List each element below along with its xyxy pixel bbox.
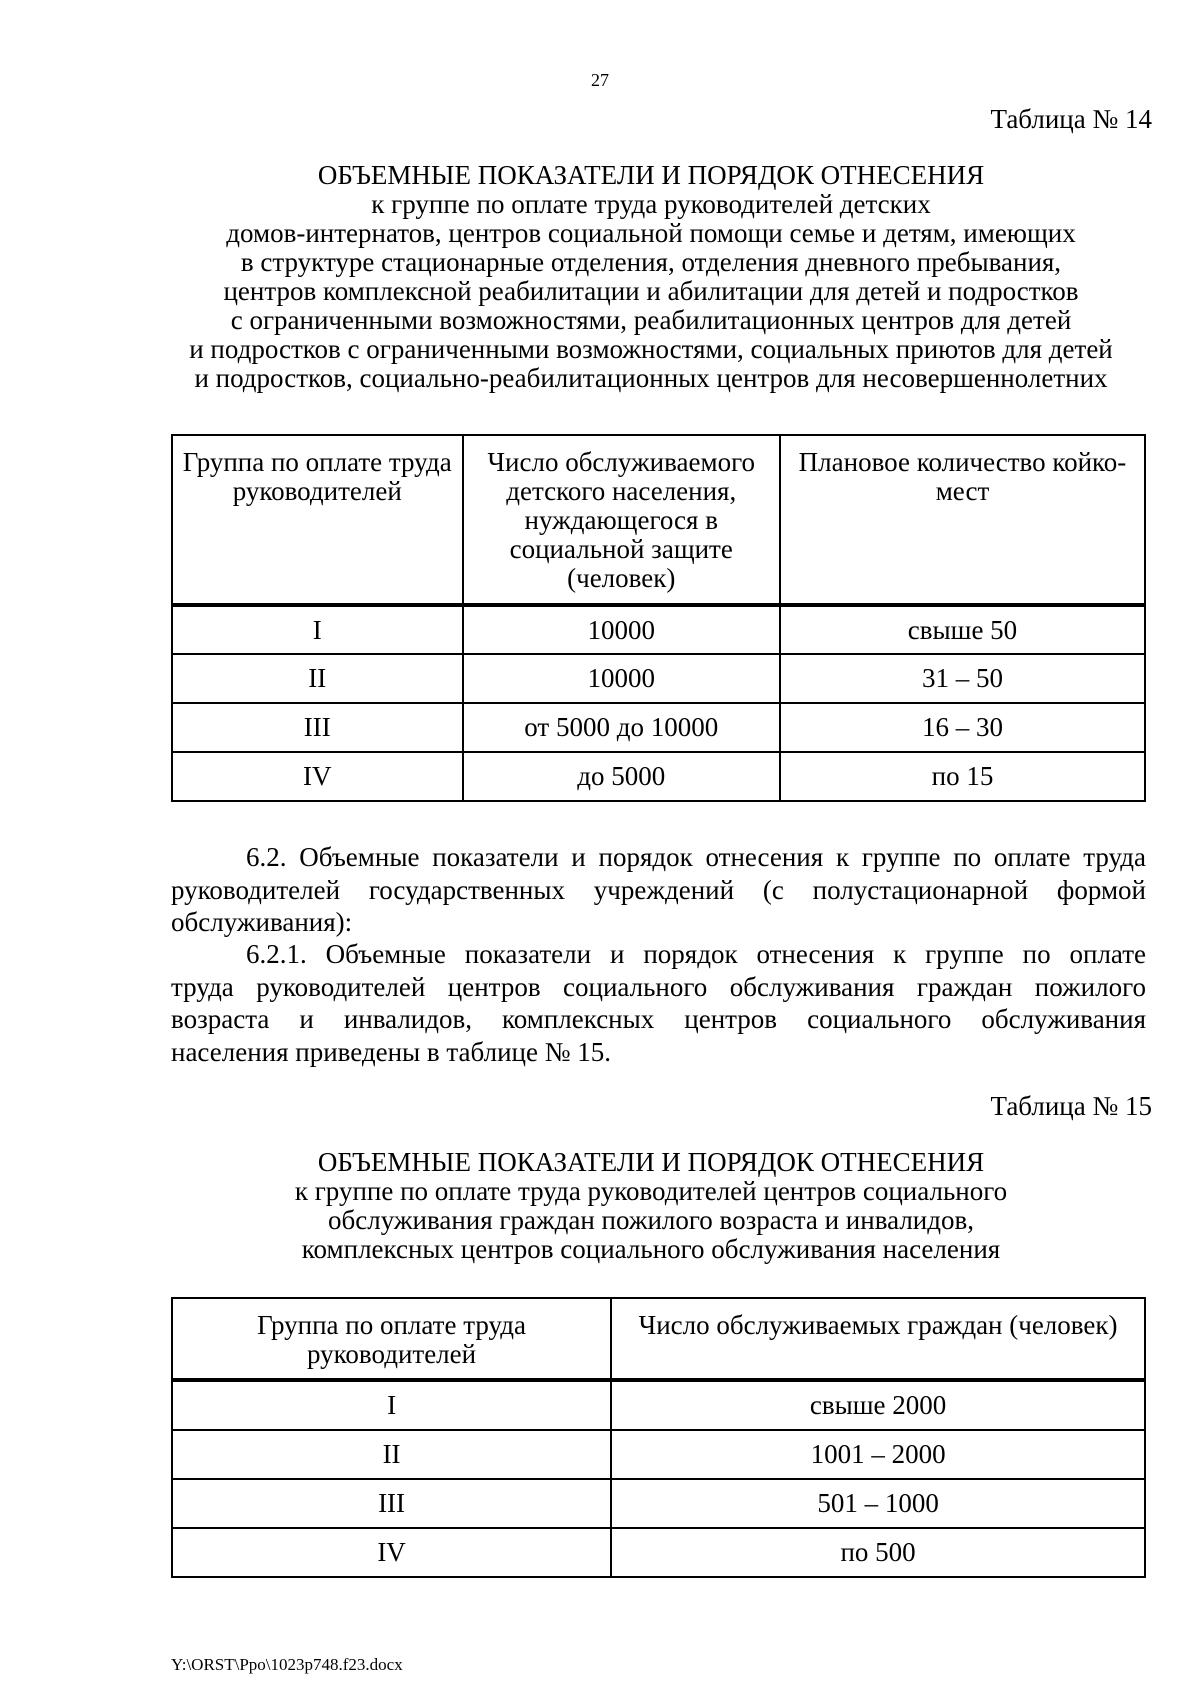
cell-count: 10000: [463, 654, 780, 703]
cell-group: III: [172, 1479, 611, 1528]
paragraph-line: населения приведены в таблице № 15.: [171, 1036, 611, 1067]
table-row: [172, 605, 1145, 654]
cell-count: свыше 2000: [611, 1380, 1145, 1430]
table-15: [171, 1297, 1146, 1578]
cell-count: 501 – 1000: [611, 1479, 1145, 1528]
title-line: ОБЪЕМНЫЕ ПОКАЗАТЕЛИ И ПОРЯДОК ОТНЕСЕНИЯ: [317, 160, 985, 190]
cell-group: IV: [172, 1528, 611, 1577]
table-header-row: [172, 435, 1145, 605]
page-number: 27: [591, 70, 609, 90]
title-line: в структуре стационарные отделения, отделения дневного пребывания,: [240, 247, 1062, 277]
title-line: к группе по оплате труда руководителей детских: [371, 189, 931, 219]
cell-beds: 31 – 50: [780, 654, 1145, 703]
paragraph-line: труда руководителей центров социального обслуживания граждан пожилого: [171, 971, 1146, 1002]
table-14: [171, 434, 1146, 802]
table-row: [172, 752, 1145, 801]
cell-beds: свыше 50: [780, 605, 1145, 654]
cell-group: II: [172, 1430, 611, 1479]
table-header-row: [172, 1298, 1145, 1380]
file-path-footer: Y:\ORST\Ppo\1023p748.f23.docx: [171, 1655, 403, 1674]
title-line: домов-интернатов, центров социальной помощи семье и детям, имеющих: [226, 218, 1076, 248]
cell-group: I: [172, 1380, 611, 1430]
table-15-title: [150, 1148, 1152, 1264]
paragraph-line: руководителей государственных учреждений (с полустационарной формой: [171, 874, 1146, 905]
cell-count: 10000: [463, 605, 780, 654]
cell-count: от 5000 до 10000: [463, 703, 780, 752]
table-15-label: Таблица № 15: [990, 1091, 1152, 1121]
table-row: [172, 1380, 1145, 1430]
cell-count: до 5000: [463, 752, 780, 801]
table-row: [172, 703, 1145, 752]
table-14-title: [150, 161, 1152, 393]
header-group: Группа по оплате труда руководителей: [172, 1298, 611, 1380]
paragraph-6-2: [171, 841, 1146, 939]
header-children-count: Число обслуживаемого детского населения, нуждающегося в социальной защите (человек): [463, 435, 780, 605]
cell-beds: по 15: [780, 752, 1145, 801]
title-line: центров комплексной реабилитации и абилитации для детей и подростков: [223, 276, 1079, 306]
cell-count: по 500: [611, 1528, 1145, 1577]
paragraph-line: обслуживания):: [171, 907, 353, 937]
paragraph-line: 6.2. Объемные показатели и порядок отнесения к группе по оплате труда: [246, 842, 1146, 872]
cell-group: IV: [172, 752, 463, 801]
paragraph-line: 6.2.1. Объемные показатели и порядок отнесения к группе по оплате: [246, 939, 1146, 969]
header-citizens-count: Число обслуживаемых граждан (человек): [611, 1298, 1145, 1380]
title-line: и подростков, социально-реабилитационных центров для несовершеннолетних: [194, 363, 1108, 393]
table-row: [172, 654, 1145, 703]
title-line: и подростков с ограниченными возможностями, социальных приютов для детей: [189, 334, 1113, 364]
cell-group: I: [172, 605, 463, 654]
cell-group: III: [172, 703, 463, 752]
table-14-label: Таблица № 14: [990, 104, 1152, 134]
cell-count: 1001 – 2000: [611, 1430, 1145, 1479]
title-line: обслуживания граждан пожилого возраста и инвалидов,: [328, 1205, 974, 1235]
cell-group: II: [172, 654, 463, 703]
title-line: ОБЪЕМНЫЕ ПОКАЗАТЕЛИ И ПОРЯДОК ОТНЕСЕНИЯ: [317, 1147, 985, 1177]
header-beds: Плановое количество койко-мест: [780, 435, 1145, 605]
paragraph-6-2-1: [171, 938, 1146, 1068]
title-line: с ограниченными возможностями, реабилитационных центров для детей: [230, 305, 1072, 335]
table-row: [172, 1528, 1145, 1577]
table-row: [172, 1479, 1145, 1528]
header-group: Группа по оплате труда руководителей: [172, 435, 463, 605]
table-row: [172, 1430, 1145, 1479]
cell-beds: 16 – 30: [780, 703, 1145, 752]
title-line: к группе по оплате труда руководителей центров социального: [294, 1176, 1008, 1206]
title-line: комплексных центров социального обслуживания населения: [301, 1234, 1001, 1264]
paragraph-line: возраста и инвалидов, комплексных центров социального обслуживания: [171, 1004, 1146, 1034]
